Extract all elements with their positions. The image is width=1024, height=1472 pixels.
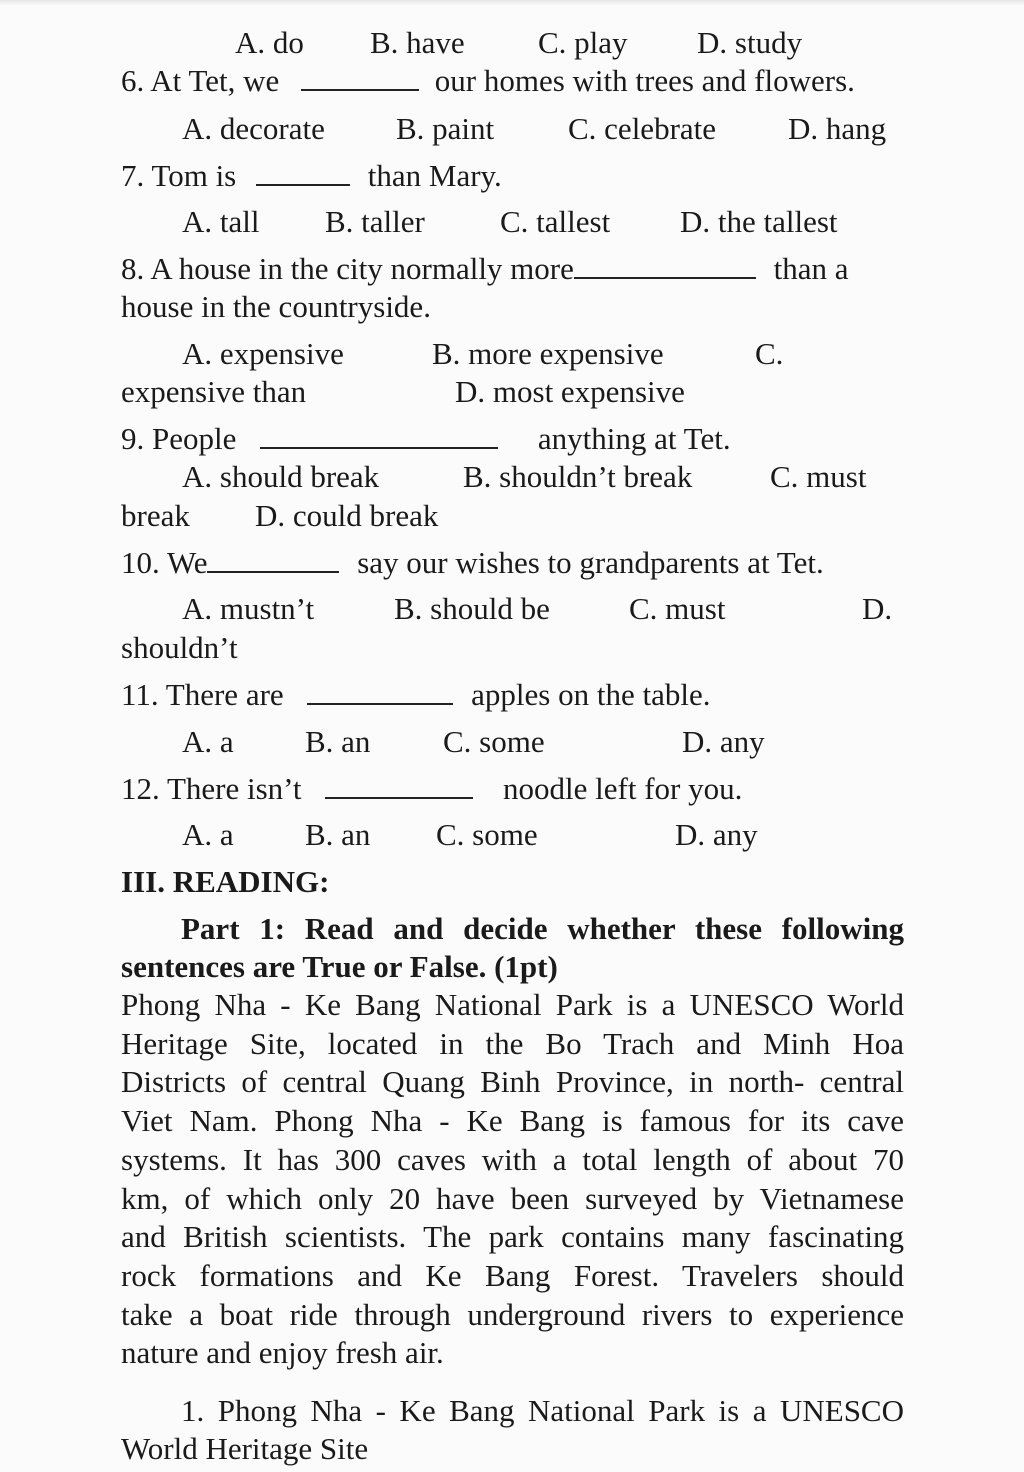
q5-option-d: D. study	[697, 25, 803, 60]
q12-option-d: D. any	[675, 817, 758, 852]
q7-prefix: 7. Tom is	[121, 158, 237, 193]
q10-prefix: 10. We	[121, 545, 208, 580]
q9-option-c: C. must	[770, 459, 867, 494]
q5-option-b: B. have	[370, 25, 465, 60]
q11-option-a: A. a	[182, 724, 234, 759]
q10-suffix: say our wishes to grandparents at Tet.	[357, 545, 824, 580]
q7-option-c: C. tallest	[500, 204, 611, 239]
q12-blank[interactable]	[325, 773, 473, 799]
q10-option-d: D.	[862, 591, 893, 626]
passage-line: Phong Nha - Ke Bang National Park is a UNESCO World	[121, 987, 904, 1022]
q6-stem	[121, 62, 855, 100]
part1-instruction-line2: sentences are True or False. (1pt)	[121, 949, 558, 984]
q9-option-c-continued: break	[121, 498, 190, 533]
q6-suffix: our homes with trees and flowers.	[434, 63, 855, 98]
passage-line: nature and enjoy fresh air.	[121, 1335, 444, 1371]
passage-line: systems. It has 300 caves with a total length of about 70	[121, 1141, 904, 1177]
q12-prefix: 12. There isn’t	[121, 771, 302, 806]
q7-blank[interactable]	[256, 160, 350, 186]
reading-heading: III. READING:	[121, 864, 330, 899]
q8-blank[interactable]	[574, 253, 756, 279]
q9-stem	[121, 420, 731, 458]
q11-stem	[121, 676, 710, 714]
q5-option-a: A. do	[235, 25, 304, 60]
q6-option-c: C. celebrate	[568, 111, 717, 146]
q8-prefix: 8. A house in the city normally more	[121, 251, 574, 286]
page-top-edge	[0, 0, 1024, 6]
q9-blank[interactable]	[260, 423, 498, 449]
statement-1-line1: 1. Phong Nha - Ke Bang National Park is a UNESCO	[181, 1393, 904, 1428]
q7-suffix: than Mary.	[367, 158, 502, 193]
q10-option-d-continued: shouldn’t	[121, 630, 238, 665]
passage-line: Viet Nam. Phong Nha - Ke Bang is famous for its cave	[121, 1103, 904, 1139]
passage-line: rock formations and Ke Bang Forest. Travelers should	[121, 1257, 904, 1293]
part1-instruction	[121, 910, 904, 949]
q12-option-a: A. a	[182, 817, 234, 852]
passage-line: Heritage Site, located in the Bo Trach and Minh Hoa	[121, 1025, 904, 1061]
q6-option-b: B. paint	[396, 111, 495, 146]
q6-option-d: D. hang	[788, 111, 887, 146]
q8-option-c-continued: expensive than	[121, 374, 307, 409]
q9-option-b: B. shouldn’t break	[463, 459, 693, 494]
q6-blank[interactable]	[301, 65, 419, 91]
q11-blank[interactable]	[307, 679, 453, 705]
q12-suffix: noodle left for you.	[503, 771, 743, 806]
q8-option-c: C.	[755, 336, 784, 371]
q8-stem-line2: house in the countryside.	[121, 289, 431, 324]
reading-passage	[121, 986, 904, 1373]
q8-option-b: B. more expensive	[432, 336, 664, 371]
statement-1-line2: World Heritage Site	[121, 1431, 369, 1466]
passage-line: Districts of central Quang Binh Province, in north- central	[121, 1064, 904, 1100]
q10-option-c: C. must	[629, 591, 726, 626]
q12-option-b: B. an	[305, 817, 371, 852]
q12-option-c: C. some	[436, 817, 538, 852]
q11-option-c: C. some	[443, 724, 545, 759]
q10-blank[interactable]	[207, 547, 339, 573]
q8-stem	[121, 250, 849, 288]
q7-option-b: B. taller	[325, 204, 425, 239]
q10-option-b: B. should be	[394, 591, 550, 626]
q8-option-d: D. most expensive	[455, 374, 685, 409]
q11-option-d: D. any	[682, 724, 765, 759]
q6-prefix: 6. At Tet, we	[121, 63, 280, 98]
q7-option-a: A. tall	[182, 204, 260, 239]
q8-suffix: than a	[773, 251, 849, 286]
q9-suffix: anything at Tet.	[537, 421, 731, 456]
q9-option-d: D. could break	[255, 498, 439, 533]
q7-stem	[121, 157, 502, 195]
q8-option-a: A. expensive	[182, 336, 344, 371]
passage-line: km, of which only 20 have been surveyed by Vietnamese	[121, 1180, 904, 1216]
statement-1	[121, 1392, 904, 1431]
q10-stem	[121, 544, 824, 582]
q9-option-a: A. should break	[182, 459, 380, 494]
part1-instruction-line1: Part 1: Read and decide whether these following	[181, 911, 904, 946]
q5-option-c: C. play	[538, 25, 628, 60]
q11-suffix: apples on the table.	[471, 677, 711, 712]
q11-option-b: B. an	[305, 724, 371, 759]
passage-line: and British scientists. The park contains many fascinating	[121, 1219, 904, 1255]
q7-option-d: D. the tallest	[680, 204, 838, 239]
q10-option-a: A. mustn’t	[182, 591, 315, 626]
q6-option-a: A. decorate	[182, 111, 325, 146]
passage-line: take a boat ride through underground rivers to experience	[121, 1296, 904, 1332]
q9-prefix: 9. People	[121, 421, 237, 456]
q12-stem	[121, 770, 742, 808]
q11-prefix: 11. There are	[121, 677, 284, 712]
